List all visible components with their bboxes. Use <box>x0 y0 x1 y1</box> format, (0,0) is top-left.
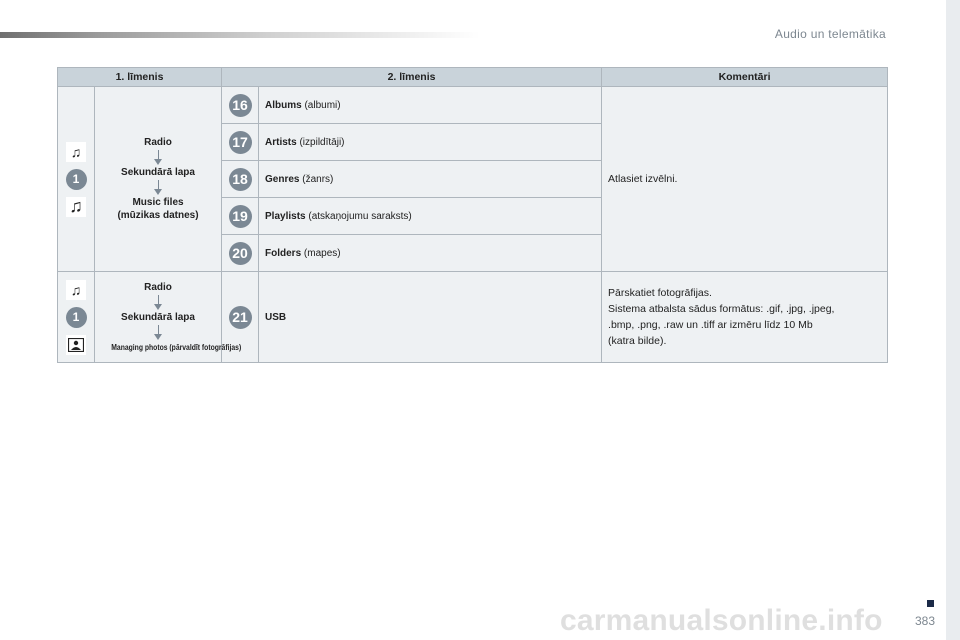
level2-desc: (izpildītāji) <box>296 136 345 148</box>
arrow-down-icon <box>95 179 221 196</box>
comment-line: Pārskatiet fotogrāfijas. <box>608 287 712 299</box>
level2-label: USB <box>265 311 287 323</box>
level2-label: Genres <box>265 173 300 185</box>
music-note-icon: ♫ <box>66 280 86 300</box>
level1-radio: Radio <box>144 137 172 148</box>
table-row <box>58 87 888 124</box>
step-badge: 1 <box>66 169 87 190</box>
number-cell <box>222 235 259 272</box>
page-marker <box>927 600 934 607</box>
number-badge: 19 <box>229 205 252 228</box>
page-edge-strip <box>946 0 960 640</box>
arrow-down-icon <box>95 294 221 311</box>
header-level1: 1. līmenis <box>58 68 222 87</box>
level2-usb <box>259 272 602 363</box>
comment-line: Sistema atbalsta sādus formātus: .gif, .jpg, .jpeg, <box>608 303 835 315</box>
level1-secondary-page: Sekundārā lapa <box>121 311 195 323</box>
level2-artists <box>259 124 602 161</box>
section-title: Audio un telemātika <box>774 27 886 41</box>
level2-desc: (albumi) <box>301 99 341 111</box>
music-note-icon: ♫ <box>66 142 86 162</box>
watermark: carmanualsonline.info <box>560 604 883 637</box>
level2-label: Artists <box>265 136 297 148</box>
arrow-down-icon <box>95 324 221 341</box>
level2-label: Folders <box>265 247 302 259</box>
level2-genres <box>259 161 602 198</box>
group-a-comment: Atlasiet izvēlni. <box>602 87 888 272</box>
header-comments: Komentāri <box>602 68 888 87</box>
level1-managing-photos: Managing photos (pārvaldīt fotogrāfijas) <box>111 341 242 352</box>
level2-label: Playlists <box>265 210 306 222</box>
header-accent-bar <box>0 32 480 38</box>
comment-line: (katra bilde). <box>608 335 667 347</box>
number-cell <box>222 161 259 198</box>
music-note-large-icon: ♫ <box>66 197 86 217</box>
level2-playlists <box>259 198 602 235</box>
number-badge: 18 <box>229 168 252 191</box>
group-b-icons <box>58 272 95 363</box>
group-b-comment <box>602 272 888 363</box>
level2-desc: (atskaņojumu saraksts) <box>305 210 412 222</box>
step-badge: 1 <box>66 307 87 328</box>
number-badge: 20 <box>229 242 252 265</box>
level1-radio: Radio <box>144 281 172 293</box>
number-badge: 17 <box>229 131 252 154</box>
level2-desc: (mapes) <box>301 247 341 259</box>
number-badge: 16 <box>229 94 252 117</box>
number-badge: 21 <box>229 306 252 329</box>
group-a-level1 <box>95 87 222 272</box>
group-a-icons <box>58 87 95 272</box>
level2-label: Albums <box>265 99 302 111</box>
header-level2: 2. līmenis <box>222 68 602 87</box>
number-cell <box>222 198 259 235</box>
photo-icon <box>66 335 86 355</box>
comment-line: .bmp, .png, .raw un .tiff ar izmēru līdz 10 Mb <box>608 319 813 331</box>
level2-desc: (žanrs) <box>299 173 334 185</box>
table-header-row <box>58 68 888 87</box>
level2-folders <box>259 235 602 272</box>
level1-music-files: Music files <box>132 197 184 208</box>
arrow-down-icon <box>95 149 221 166</box>
page-number: 383 <box>914 614 935 628</box>
level1-music-files-lv: (mūzikas datnes) <box>117 210 199 221</box>
level2-albums <box>259 87 602 124</box>
number-cell <box>222 87 259 124</box>
number-cell <box>222 124 259 161</box>
menu-table <box>57 67 888 363</box>
level1-secondary-page: Sekundārā lapa <box>121 167 195 178</box>
table-row <box>58 272 888 363</box>
photo-glyph <box>68 338 84 352</box>
